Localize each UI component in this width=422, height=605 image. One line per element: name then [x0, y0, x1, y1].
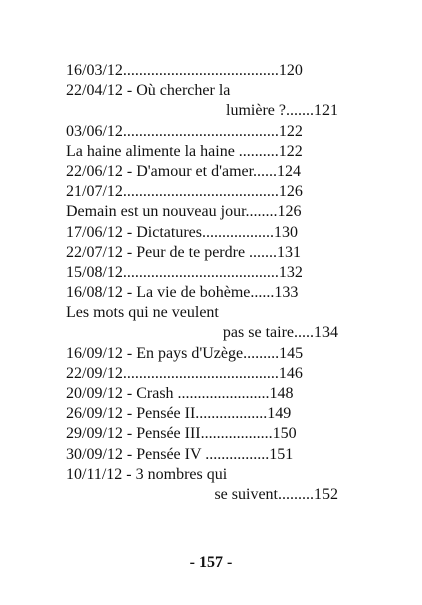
toc-line: 22/06/12 - D'amour et d'amer......124	[66, 162, 302, 180]
toc-line: 30/09/12 - Pensée IV ................151	[66, 445, 294, 463]
toc-line: 29/09/12 - Pensée III..................150	[66, 425, 297, 443]
toc-line: 26/09/12 - Pensée II..................149	[66, 405, 292, 423]
table-of-contents	[66, 61, 338, 505]
page-number: - 157 -	[189, 554, 233, 571]
toc-line-continuation: lumière ?.......121	[226, 102, 338, 120]
toc-line-continuation: se suivent.........152	[214, 485, 338, 503]
toc-line: La haine alimente la haine ..........122	[66, 142, 303, 160]
toc-line: 16/08/12 - La vie de bohème......133	[66, 284, 299, 302]
toc-line: 10/11/12 - 3 nombres qui	[66, 465, 228, 483]
toc-line: 22/07/12 - Peur de te perdre .......131	[66, 243, 302, 261]
toc-line-continuation: pas se taire.....134	[222, 324, 338, 342]
toc-line: 15/08/12.......................................132	[66, 263, 303, 281]
toc-line: 22/09/12.......................................146	[66, 364, 303, 382]
toc-line: 16/03/12.......................................120	[66, 62, 303, 79]
toc-line: 17/06/12 - Dictatures..................130	[66, 223, 298, 241]
toc-line: 22/04/12 - Où chercher la	[66, 82, 231, 100]
toc-line: 03/06/12.......................................122	[66, 122, 303, 140]
toc-line: 21/07/12.......................................126	[66, 183, 303, 201]
toc-line: Demain est un nouveau jour........126	[66, 203, 302, 221]
toc-line: 16/09/12 - En pays d'Uzège.........145	[66, 344, 304, 362]
toc-line: Les mots qui ne veulent	[66, 304, 219, 322]
toc-line: 20/09/12 - Crash .......................148	[66, 385, 294, 402]
